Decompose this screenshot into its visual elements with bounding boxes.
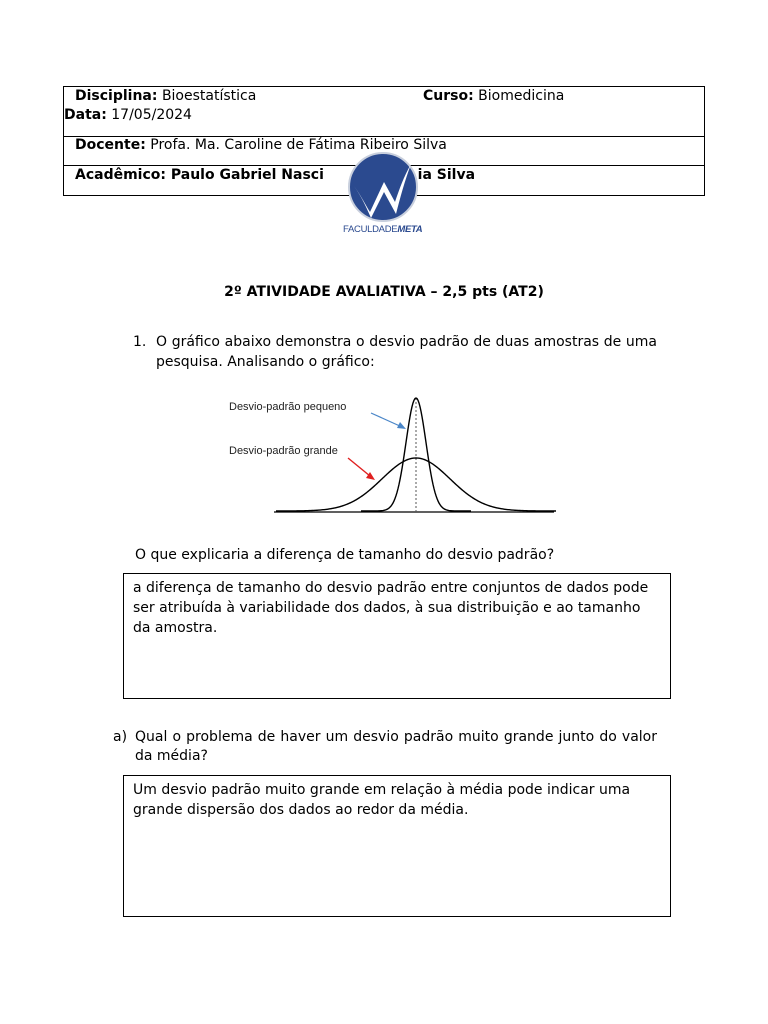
academico-label: Acadêmico: bbox=[75, 167, 166, 183]
header-row-course bbox=[64, 87, 704, 136]
answer-box-a[interactable] bbox=[123, 775, 671, 917]
curso-field bbox=[423, 88, 564, 104]
arrow-large-icon bbox=[348, 458, 370, 476]
question-a-number: a) bbox=[113, 729, 128, 745]
data-value: 17/05/2024 bbox=[111, 107, 192, 123]
answer-a-text: Um desvio padrão muito grande em relação à média pode indicar uma grande dispersão dos dados ao redor da média. bbox=[133, 782, 631, 818]
disciplina-value: Bioestatística bbox=[161, 88, 257, 104]
page-title: 2º ATIVIDADE AVALIATIVA – 2,5 pts (AT2) bbox=[224, 284, 544, 300]
academico-value: Paulo Gabriel Nasci bbox=[170, 167, 324, 183]
question-1-subquestion: O que explicaria a diferença de tamanho do desvio padrão? bbox=[135, 547, 555, 563]
logo-emblem-icon bbox=[343, 152, 427, 238]
logo-text-regular: FACULDADE bbox=[343, 224, 398, 235]
data-label: Data: bbox=[64, 107, 107, 123]
answer-1-text: a diferença de tamanho do desvio padrão entre conjuntos de dados pode ser atribuída à variabilidade dos dados, à sua distribuição e ao tamanho da amostra. bbox=[133, 580, 649, 636]
label-large-deviation: Desvio-padrão grande bbox=[229, 445, 338, 457]
academico-value-tail: ia Silva bbox=[417, 167, 476, 183]
std-dev-figure bbox=[226, 388, 560, 520]
faculdade-meta-logo bbox=[343, 152, 427, 238]
docente-value: Profa. Ma. Caroline de Fátima Ribeiro Silva bbox=[150, 137, 447, 153]
logo-text-bold: META bbox=[397, 224, 423, 235]
curso-label: Curso: bbox=[423, 88, 474, 104]
svg-text:FACULDADEMETA bbox=[343, 224, 423, 235]
question-a bbox=[113, 728, 657, 766]
arrowhead-small-icon bbox=[397, 422, 406, 429]
disciplina-label: Disciplina: bbox=[75, 88, 158, 104]
question-1 bbox=[133, 332, 657, 372]
curso-value: Biomedicina bbox=[478, 88, 565, 104]
docente-field bbox=[75, 137, 447, 153]
disciplina-field bbox=[75, 88, 256, 104]
std-dev-figure-svg bbox=[226, 388, 560, 520]
data-field bbox=[64, 107, 192, 123]
question-1-text: O gráfico abaixo demonstra o desvio padrão de duas amostras de uma pesquisa. Analisando o gráfico: bbox=[156, 334, 657, 370]
answer-box-1[interactable] bbox=[123, 573, 671, 699]
arrow-small-icon bbox=[371, 413, 402, 427]
question-1-number: 1. bbox=[133, 334, 147, 350]
question-a-text: Qual o problema de haver um desvio padrão muito grande junto do valor da média? bbox=[135, 729, 657, 764]
docente-label: Docente: bbox=[75, 137, 146, 153]
label-small-deviation: Desvio-padrão pequeno bbox=[229, 401, 347, 413]
